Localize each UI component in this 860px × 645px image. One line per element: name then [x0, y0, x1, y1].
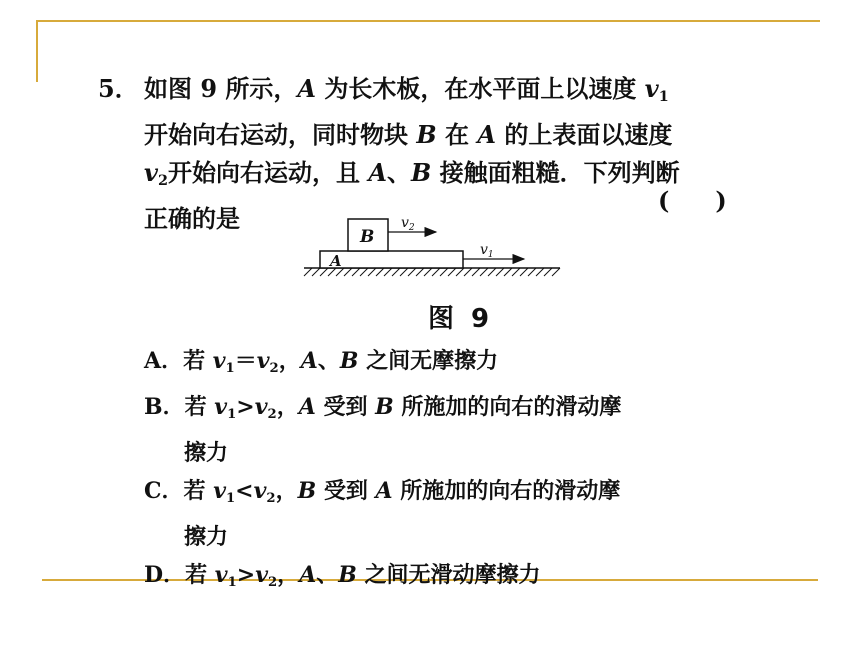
option-c[interactable]: C．若 $v_1<v_2$，B 受到 A 所施加的向右的滑动摩 擦力: [144, 478, 621, 550]
answer-options: [144, 342, 784, 602]
v1-label: $v_1$: [480, 242, 494, 260]
question-line-1: 5． 如图 9 所示，A 为长木板，在水平面上以速度 $v_1$: [98, 70, 778, 116]
answer-blank: ( ): [658, 186, 729, 215]
figure-9-diagram: [298, 214, 568, 290]
ground-hatching: [304, 268, 560, 276]
option-a[interactable]: A．若 $v_1=v_2$，A、B 之间无摩擦力: [144, 348, 499, 376]
board-a-label: A: [330, 252, 342, 270]
figure-caption: 图 9: [428, 304, 494, 334]
question-line-3: $v_2$开始向右运动，且 A、B 接触面粗糙．下列判断: [144, 158, 680, 189]
left-border-line: [36, 20, 38, 82]
question-number: 5．: [98, 74, 139, 103]
question-line-4: 正确的是: [144, 204, 240, 233]
top-border-line: [36, 20, 820, 22]
blocks-diagram-svg: [298, 214, 568, 290]
v2-label: $v_2$: [401, 215, 415, 233]
block-b-label: B: [360, 227, 375, 247]
option-b[interactable]: B．若 $v_1>v_2$，A 受到 B 所施加的向右的滑动摩 擦力: [144, 394, 622, 466]
question-line-2: 开始向右运动，同时物块 B 在 A 的上表面以速度: [144, 120, 673, 149]
option-d[interactable]: D．若 $v_1>v_2$，A、B 之间无滑动摩擦力: [144, 562, 541, 590]
